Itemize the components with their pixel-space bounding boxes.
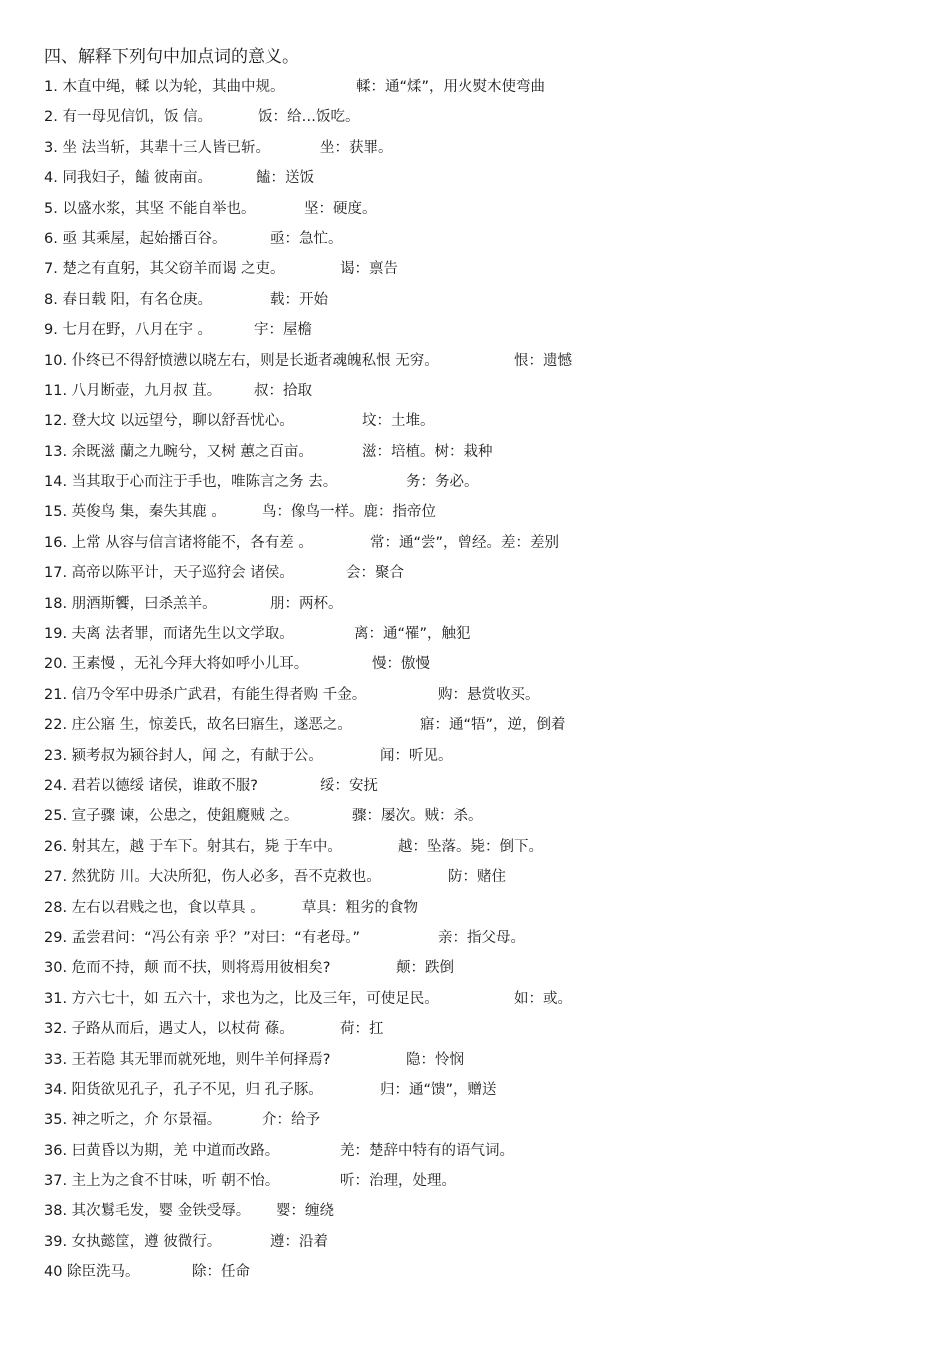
exercise-item	[44, 406, 924, 436]
exercise-item	[44, 619, 924, 649]
exercise-question: 40 除臣洗马。	[44, 1264, 140, 1281]
exercise-question: 5. 以盛水浆，其坚 不能自举也。	[44, 200, 256, 217]
exercise-question: 27. 然犹防 川。大决所犯，伤人必多，吾不克救也。	[44, 869, 381, 886]
exercise-answer: 购：悬赏收买。	[438, 686, 540, 703]
exercise-question: 30. 危而不持，颠 而不扶，则将焉用彼相矣?	[44, 960, 331, 977]
exercise-answer: 越：坠落。毙：倒下。	[398, 838, 543, 855]
exercise-item	[44, 528, 924, 558]
exercise-item	[44, 710, 924, 740]
exercise-item	[44, 1196, 924, 1226]
exercise-question: 14. 当其取于心而注于手也，唯陈言之务 去。	[44, 474, 338, 491]
exercise-question: 35. 神之听之，介 尔景福。	[44, 1112, 222, 1129]
exercise-item	[44, 285, 924, 315]
exercise-question: 19. 夫离 法者罪，而诸先生以文学取。	[44, 626, 294, 643]
exercise-answer: 饁：送饭	[256, 170, 314, 187]
exercise-item	[44, 923, 924, 953]
exercise-item	[44, 771, 924, 801]
exercise-answer: 恨：遗憾	[514, 352, 572, 369]
exercise-item	[44, 1014, 924, 1044]
exercise-item	[44, 194, 924, 224]
exercise-question: 2. 有一母见信饥，饭 信。	[44, 109, 213, 126]
exercise-item	[44, 315, 924, 345]
exercise-question: 37. 主上为之食不甘味，听 朝不怡。	[44, 1173, 280, 1190]
exercise-answer: 坐：获罪。	[320, 139, 393, 156]
exercise-answer: 寤：通“牾”，逆，倒着	[420, 717, 566, 734]
exercise-question: 29. 孟尝君问：“冯公有亲 乎？”对曰：“有老母。”	[44, 929, 361, 946]
exercise-item	[44, 437, 924, 467]
exercise-item	[44, 1166, 924, 1196]
exercise-item	[44, 1075, 924, 1105]
exercise-answer: 遵：沿着	[270, 1233, 328, 1250]
exercise-item	[44, 893, 924, 923]
exercise-item	[44, 254, 924, 284]
exercise-answer: 如：或。	[514, 990, 572, 1007]
exercise-answer: 绥：安抚	[320, 777, 378, 794]
exercise-item	[44, 376, 924, 406]
exercise-question: 38. 其次鬄毛发，婴 金铁受辱。	[44, 1203, 251, 1220]
exercise-item	[44, 224, 924, 254]
exercise-item	[44, 102, 924, 132]
exercise-answer: 慢：傲慢	[372, 656, 430, 673]
exercise-answer: 草具：粗劣的食物	[302, 899, 418, 916]
exercise-question: 20. 王素慢 ，无礼今拜大将如呼小儿耳。	[44, 656, 309, 673]
exercise-item	[44, 862, 924, 892]
exercise-answer: 亲：指父母。	[438, 929, 525, 946]
exercise-question: 16. 上常 从容与信言诸将能不，各有差 。	[44, 534, 313, 551]
exercise-item	[44, 1227, 924, 1257]
exercise-question: 15. 英俊鸟 集，秦失其鹿 。	[44, 504, 226, 521]
exercise-item	[44, 497, 924, 527]
exercise-question: 12. 登大坟 以远望兮，聊以舒吾忧心。	[44, 413, 294, 430]
exercise-answer: 会：聚合	[346, 565, 404, 582]
exercise-item	[44, 832, 924, 862]
exercise-question: 24. 君若以德绥 诸侯，谁敢不服?	[44, 777, 258, 794]
exercise-question: 7. 楚之有直躬，其父窃羊而谒 之吏。	[44, 261, 285, 278]
exercise-item	[44, 649, 924, 679]
exercise-list	[44, 72, 924, 1288]
exercise-question: 9. 七月在野，八月在宇 。	[44, 322, 213, 339]
exercise-question: 22. 庄公寤 生，惊姜氏，故名曰寤生，遂恶之。	[44, 717, 352, 734]
exercise-question: 39. 女执懿筐，遵 彼微行。	[44, 1233, 222, 1250]
exercise-answer: 离：通“罹”，触犯	[354, 626, 471, 643]
exercise-answer: 鸟：像鸟一样。鹿：指帝位	[262, 504, 436, 521]
exercise-question: 33. 王若隐 其无罪而就死地，则牛羊何择焉?	[44, 1051, 331, 1068]
exercise-answer: 骤：屡次。贼：杀。	[352, 808, 483, 825]
exercise-question: 11. 八月断壶，九月叔 苴。	[44, 382, 222, 399]
exercise-answer: 防：赌住	[448, 869, 506, 886]
exercise-answer: 亟：急忙。	[270, 230, 343, 247]
exercise-answer: 常：通“尝”，曾经。差：差别	[370, 534, 560, 551]
exercise-item	[44, 741, 924, 771]
exercise-question: 3. 坐 法当斩，其辈十三人皆已斩。	[44, 139, 271, 156]
exercise-question: 32. 子路从而后，遇丈人，以杖荷 蓧。	[44, 1021, 294, 1038]
exercise-answer: 宇：屋檐	[254, 322, 312, 339]
exercise-answer: 除：任命	[192, 1264, 250, 1281]
exercise-answer: 朋：两杯。	[270, 595, 343, 612]
exercise-item	[44, 467, 924, 497]
exercise-item	[44, 1257, 924, 1287]
exercise-question: 36. 曰黄昏以为期，羌 中道而改路。	[44, 1142, 280, 1159]
exercise-item	[44, 680, 924, 710]
section-heading: 四、解释下列句中加点词的意义。	[44, 47, 299, 67]
exercise-answer: 叔：拾取	[254, 382, 312, 399]
exercise-answer: 闻：听见。	[380, 747, 453, 764]
exercise-question: 13. 余既滋 蘭之九畹兮，又树 蕙之百亩。	[44, 443, 313, 460]
exercise-item	[44, 558, 924, 588]
exercise-question: 21. 信乃令军中毋杀广武君，有能生得者购 千金。	[44, 686, 367, 703]
exercise-question: 23. 颍考叔为颍谷封人，闻 之，有献于公。	[44, 747, 323, 764]
exercise-question: 26. 射其左，越 于车下。射其右，毙 于车中。	[44, 838, 342, 855]
exercise-question: 34. 阳货欲见孔子，孔子不见，归 孔子豚。	[44, 1081, 323, 1098]
exercise-item	[44, 1045, 924, 1075]
exercise-answer: 坟：土堆。	[362, 413, 435, 430]
exercise-item	[44, 589, 924, 619]
exercise-question: 1. 木直中绳，輮 以为轮，其曲中规。	[44, 79, 285, 95]
exercise-question: 4. 同我妇子，饁 彼南亩。	[44, 170, 213, 187]
exercise-question: 6. 亟 其乘屋，起始播百谷。	[44, 230, 227, 247]
exercise-answer: 载：开始	[270, 291, 328, 308]
exercise-item	[44, 346, 924, 376]
exercise-answer: 滋：培植。树：栽种	[362, 443, 493, 460]
exercise-answer: 务：务必。	[406, 474, 479, 491]
document-body	[44, 44, 924, 1288]
exercise-item	[44, 133, 924, 163]
exercise-answer: 羌：楚辞中特有的语气词。	[340, 1142, 514, 1159]
exercise-answer: 归：通“馈”，赠送	[380, 1081, 497, 1098]
exercise-question: 17. 高帝以陈平计，天子巡狩会 诸侯。	[44, 565, 294, 582]
exercise-question: 18. 朋酒斯饗，曰杀羔羊。	[44, 595, 217, 612]
exercise-answer: 听：治理，处理。	[340, 1173, 456, 1190]
exercise-item	[44, 1136, 924, 1166]
exercise-answer: 谒：禀告	[340, 261, 398, 278]
exercise-item	[44, 801, 924, 831]
exercise-question: 10. 仆终已不得舒愤懑以晓左右，则是长逝者魂魄私恨 无穷。	[44, 352, 439, 369]
exercise-answer: 介：给予	[262, 1112, 320, 1129]
exercise-item	[44, 72, 924, 102]
exercise-question: 28. 左右以君贱之也，食以草具 。	[44, 899, 265, 916]
exercise-answer: 颠：跌倒	[396, 960, 454, 977]
exercise-answer: 輮：通“煣”，用火熨木使弯曲	[356, 79, 546, 95]
exercise-item	[44, 953, 924, 983]
exercise-answer: 坚：硬度。	[304, 200, 377, 217]
exercise-answer: 婴：缠绕	[276, 1203, 334, 1220]
exercise-question: 31. 方六七十，如 五六十，求也为之，比及三年，可使足民。	[44, 990, 439, 1007]
exercise-item	[44, 984, 924, 1014]
exercise-question: 8. 春日载 阳，有名仓庚。	[44, 291, 213, 308]
exercise-answer: 饭：给…饭吃。	[258, 109, 360, 126]
exercise-item	[44, 163, 924, 193]
exercise-question: 25. 宣子骤 谏，公患之，使鉏麑贼 之。	[44, 808, 299, 825]
exercise-answer: 隐：怜悯	[406, 1051, 464, 1068]
exercise-item	[44, 1105, 924, 1135]
exercise-answer: 荷：扛	[340, 1021, 384, 1038]
